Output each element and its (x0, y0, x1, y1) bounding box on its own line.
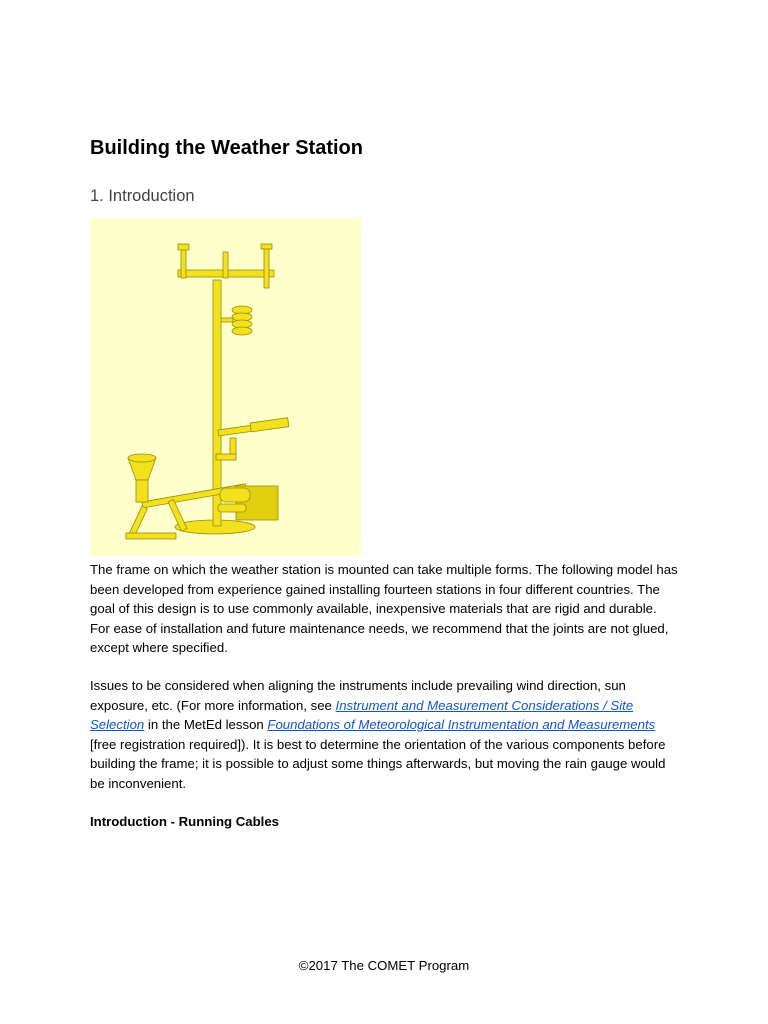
section-heading: 1. Introduction (90, 187, 195, 205)
anemometer (261, 244, 272, 249)
center-upright (223, 252, 228, 278)
alignment-text-2: in the MetEd lesson (144, 717, 268, 733)
alignment-paragraph (90, 676, 680, 794)
running-cables-subheading: Introduction - Running Cables (90, 814, 280, 829)
left-upright (181, 248, 186, 278)
page-title: Building the Weather Station (90, 137, 363, 159)
intro-paragraph: The frame on which the weather station is mounted can take multiple forms. The following model has been developed from experience gained installing fourteen stations in four different countries. The goal of this design is to use commonly available, inexpensive materials that are rigid and durable. For ease of installation and future maintenance needs, we recommend that the joints are not glued, except where specified. (90, 562, 678, 656)
weather-station-figure (90, 218, 361, 556)
wind-vane (178, 244, 189, 250)
foundations-lesson-link[interactable]: Foundations of Meteorological Instrumentation and Measurements (267, 717, 656, 733)
alignment-text-1: Issues to be considered when aligning the instruments include prevailing wind direction, sun exposure, etc. (For more information, see (90, 678, 626, 713)
right-upright (264, 248, 269, 288)
weather-station-illustration (90, 218, 361, 556)
leg-base (126, 533, 176, 539)
alignment-text-3: [free registration required]). It is best to determine the orientation of the various components before building the frame; it is possible to adjust some things afterwards, but moving the rain gauge would be inconvenient. (90, 736, 666, 791)
site-selection-link[interactable]: Instrument and Measurement Considerations / Site Selection (90, 697, 634, 733)
copyright-footer: ©2017 The COMET Program (298, 958, 470, 973)
